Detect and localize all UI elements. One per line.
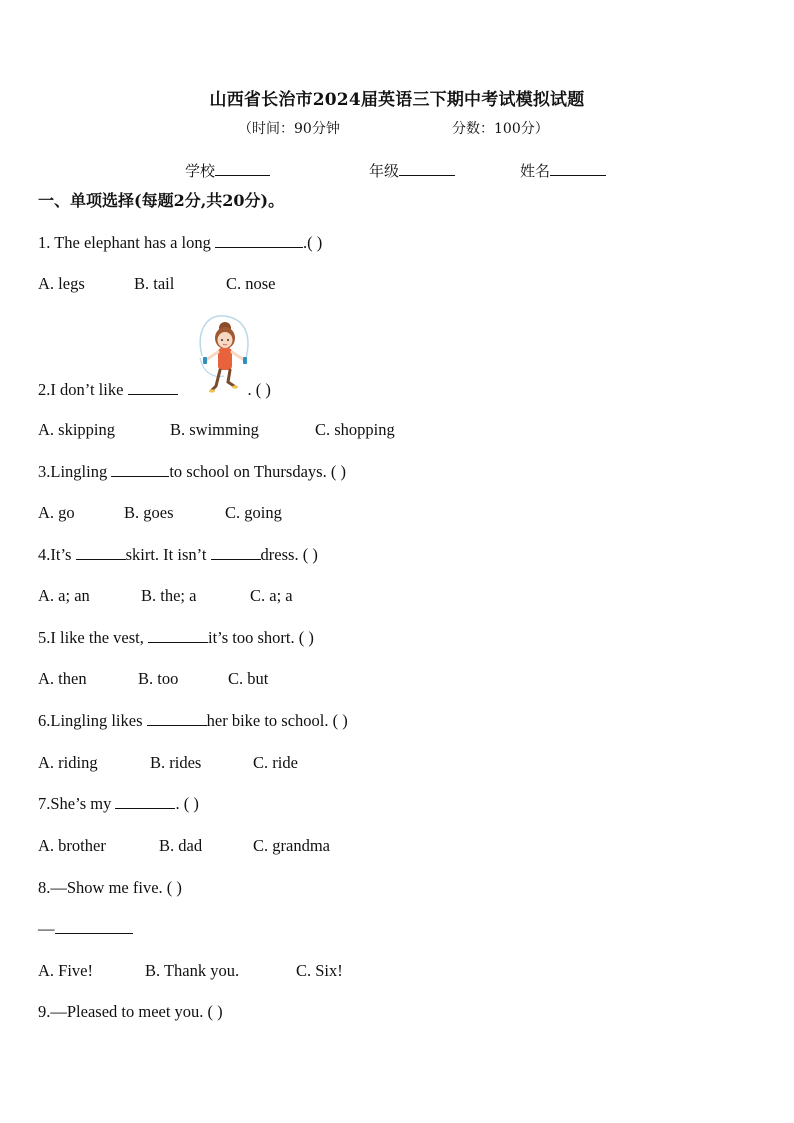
answer-blank[interactable] [215, 233, 303, 248]
option-c[interactable]: C. grandma [253, 836, 330, 855]
option-b[interactable]: B. goes [124, 503, 174, 522]
question-7: 7.She’s my . ( ) [38, 794, 199, 813]
answer-blank[interactable] [147, 711, 207, 726]
school-blank[interactable] [215, 161, 270, 176]
answer-line: — [38, 919, 133, 939]
option-b[interactable]: B. rides [150, 753, 202, 772]
options-2 [38, 420, 395, 440]
option-c[interactable]: C. Six! [296, 961, 343, 980]
exam-score: 分数：100分） [452, 121, 549, 137]
school-field [185, 160, 270, 181]
answer-blank[interactable] [148, 628, 208, 643]
name-label: 姓名 [520, 162, 551, 180]
option-c[interactable]: C. a; a [250, 586, 293, 605]
option-b[interactable]: B. swimming [170, 420, 259, 439]
options-7 [38, 836, 330, 856]
name-blank[interactable] [550, 161, 606, 176]
question-4: 4.It’s skirt. It isn’t dress. ( ) [38, 545, 318, 564]
option-c[interactable]: C. nose [226, 274, 276, 293]
school-label: 学校 [185, 162, 216, 180]
answer-blank[interactable] [115, 794, 175, 809]
question-6: 6.Lingling likes her bike to school. ( ) [38, 711, 348, 730]
option-a[interactable]: A. brother [38, 836, 106, 855]
question-1: 1. The elephant has a long .( ) [38, 233, 323, 252]
question-8: 8.—Show me five. ( ) [38, 878, 182, 897]
options-3 [38, 503, 282, 523]
option-b[interactable]: B. tail [134, 274, 175, 293]
question-9: 9.—Pleased to meet you. ( ) [38, 1002, 223, 1021]
grade-blank[interactable] [399, 161, 455, 176]
option-b[interactable]: B. dad [159, 836, 203, 855]
option-a[interactable]: A. then [38, 669, 87, 688]
options-4 [38, 586, 293, 606]
options-1 [38, 274, 276, 294]
option-c[interactable]: C. but [228, 669, 269, 688]
option-c[interactable]: C. going [225, 503, 282, 522]
option-a[interactable]: A. skipping [38, 420, 116, 439]
question-2: 2.I don’t like . ( ) [38, 380, 271, 399]
answer-blank[interactable] [128, 380, 178, 395]
options-8 [38, 961, 343, 981]
exam-time: （时间：90分钟 [238, 121, 340, 137]
option-b[interactable]: B. Thank you. [145, 961, 240, 980]
answer-blank[interactable] [76, 545, 126, 560]
page-title: 山西省长治市2024届英语三下期中考试模拟试题 [209, 90, 585, 110]
option-a[interactable]: A. go [38, 503, 75, 522]
name-field [520, 160, 606, 181]
option-c[interactable]: C. ride [253, 753, 298, 772]
options-5 [38, 669, 268, 689]
option-a[interactable]: A. riding [38, 753, 98, 772]
option-a[interactable]: A. legs [38, 274, 85, 293]
option-a[interactable]: A. Five! [38, 961, 93, 980]
question-5: 5.I like the vest, it’s too short. ( ) [38, 628, 314, 647]
option-c[interactable]: C. shopping [315, 420, 395, 439]
grade-field [369, 160, 455, 181]
grade-label: 年级 [369, 162, 400, 180]
option-a[interactable]: A. a; an [38, 586, 90, 605]
option-b[interactable]: B. the; a [141, 586, 197, 605]
section-title: 一、单项选择(每题2分,共20分)。 [38, 191, 285, 210]
options-6 [38, 753, 298, 773]
answer-blank[interactable] [211, 545, 261, 560]
question-3: 3.Lingling to school on Thursdays. ( ) [38, 462, 346, 481]
answer-blank[interactable] [111, 462, 169, 477]
answer-blank[interactable] [55, 919, 133, 934]
option-b[interactable]: B. too [138, 669, 179, 688]
